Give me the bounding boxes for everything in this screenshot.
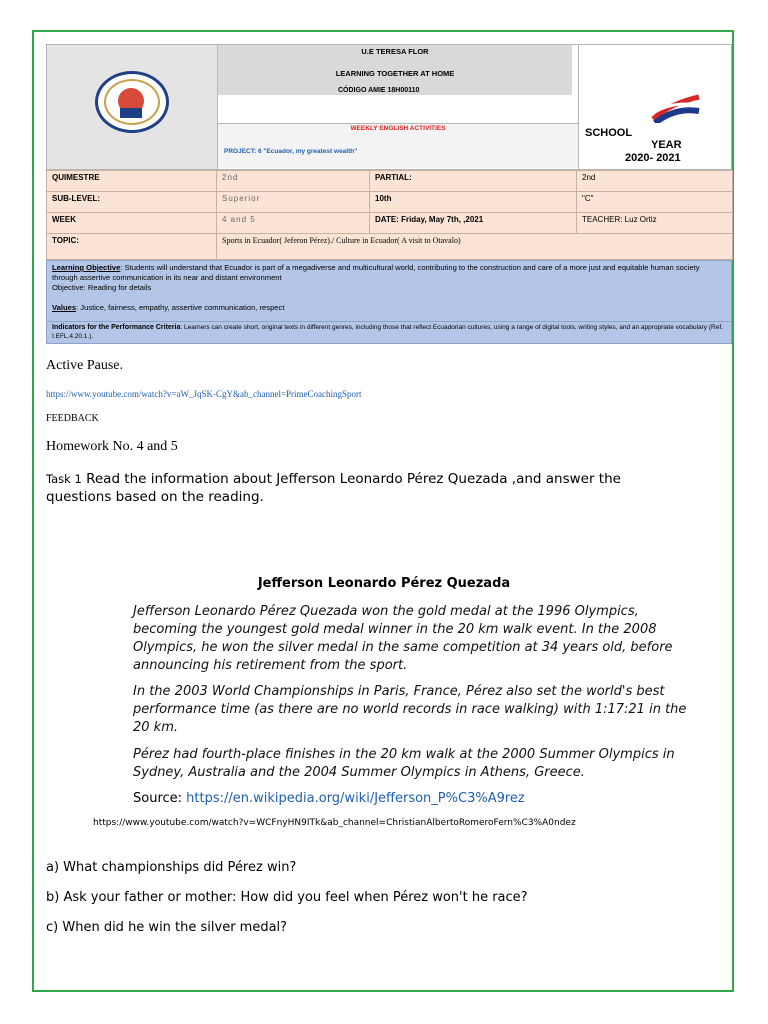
task-instructions bbox=[46, 470, 686, 506]
logo-cell bbox=[47, 45, 218, 170]
grade-value: 10th bbox=[370, 192, 577, 213]
source-label: Source: bbox=[133, 791, 187, 806]
year-label: YEAR bbox=[651, 139, 682, 151]
task-text: Read the information about Jefferson Leonardo Pérez Quezada ,and answer the questions based on the reading. bbox=[46, 471, 621, 505]
indicators-label: Indicators for the Performance Criteria bbox=[52, 324, 181, 331]
table-row bbox=[47, 192, 733, 213]
partial-value: 2nd bbox=[577, 171, 733, 192]
school-label: SCHOOL bbox=[585, 127, 633, 139]
source-link[interactable]: https://en.wikipedia.org/wiki/Jefferson_P%C3%A9rez bbox=[186, 791, 525, 806]
sublevel-label: SUB-LEVEL: bbox=[47, 192, 217, 213]
partial-label: PARTIAL: bbox=[370, 171, 577, 192]
teacher-value: TEACHER: Luz Ortiz bbox=[577, 213, 733, 234]
table-row bbox=[47, 171, 733, 192]
quimestre-label: QUIMESTRE bbox=[47, 171, 217, 192]
weekly-title: WEEKLY ENGLISH ACTIVITIES bbox=[350, 125, 446, 132]
table-row bbox=[47, 213, 733, 234]
date-value: DATE: Friday, May 7th, ,2021 bbox=[370, 213, 577, 234]
project-title: PROJECT: 6 "Ecuador, my greatest wealth" bbox=[224, 148, 358, 155]
week-value: 4 and 5 bbox=[217, 213, 370, 234]
values-label: Values bbox=[52, 303, 77, 312]
school-name: U.E TERESA FLOR bbox=[361, 47, 429, 56]
question-b: b) Ask your father or mother: How did you feel when Pérez won't he race? bbox=[46, 890, 528, 905]
feedback-label: FEEDBACK bbox=[46, 413, 99, 424]
info-table bbox=[46, 170, 733, 260]
sublevel-value: Superior bbox=[217, 192, 370, 213]
indicators-text: : Learners can create short, original texts in different genres, including those that reflect Ecuadorian cultures, using a range of digital tools, writing styles, and an appropriate vocabulary (Ref. I.EFL.4.20.1.). bbox=[52, 324, 723, 340]
amie-code: CÓDIGO AMIE 18H00110 bbox=[338, 87, 420, 94]
question-a: a) What championships did Pérez win? bbox=[46, 860, 297, 875]
motto: LEARNING TOGETHER AT HOME bbox=[335, 69, 455, 78]
learning-objective-text: : Students will understand that Ecuador is part of a megadiverse and multicultural world, contributing to the construction and care of a more just and equitable human society through assertive communication in its near and distant environment bbox=[52, 263, 700, 282]
section-value: "C" bbox=[577, 192, 733, 213]
header-table bbox=[46, 44, 732, 170]
homework-title: Homework No. 4 and 5 bbox=[46, 439, 178, 454]
week-label: WEEK bbox=[47, 213, 217, 234]
values-text: : Justice, fairness, empathy, assertive communication, respect bbox=[76, 303, 285, 312]
topic-label: TOPIC: bbox=[47, 234, 217, 260]
article-title: Jefferson Leonardo Pérez Quezada bbox=[257, 576, 511, 591]
flag-icon bbox=[651, 93, 701, 123]
objective-text: Objective: Reading for details bbox=[52, 283, 152, 292]
school-year: 2020- 2021 bbox=[625, 152, 681, 164]
objectives-box bbox=[46, 260, 732, 322]
task-label: Task 1 bbox=[46, 472, 82, 486]
school-year-cell bbox=[579, 45, 732, 170]
indicators-box bbox=[46, 322, 732, 344]
header-center bbox=[218, 45, 579, 170]
video-link[interactable]: https://www.youtube.com/watch?v=WCFnyHN9ITk&ab_channel=ChristianAlbertoRomeroFern%C3%A0ndez bbox=[93, 818, 576, 828]
active-pause-link[interactable]: https://www.youtube.com/watch?v=aW_JqSK-CgY&ab_channel=PrimeCoachingSport bbox=[46, 389, 362, 399]
article-paragraph-2: In the 2003 World Championships in Paris, France, Pérez also set the world's best performance time (as there are no world records in race walking) with 1:17:21 in the 20 km. bbox=[133, 684, 687, 735]
quimestre-value: 2nd bbox=[217, 171, 370, 192]
question-c: c) When did he win the silver medal? bbox=[46, 920, 288, 935]
table-row bbox=[47, 234, 733, 260]
topic-value: Sports in Ecuador( Jeferon Pérez)./ Culture in Ecuador( A visit to Otavalo) bbox=[217, 234, 733, 260]
header-block bbox=[46, 44, 732, 344]
learning-objective-label: Learning Objective bbox=[52, 263, 121, 272]
article-paragraph-3: Pérez had fourth-place finishes in the 20 km walk at the 2000 Summer Olympics in Sydney, Australia and the 2004 Summer Olympics in Athens, Greece. bbox=[133, 747, 675, 780]
active-pause: Active Pause. bbox=[46, 358, 123, 373]
source-line bbox=[133, 791, 525, 806]
school-logo bbox=[95, 71, 169, 133]
article-paragraph-1: Jefferson Leonardo Pérez Quezada won the gold medal at the 1996 Olympics, becoming the youngest gold medal winner in the 20 km walk event. In the 2008 Olympics, he won the silver medal in the same competition at 34 years old, before announcing his retirement from the sport. bbox=[133, 604, 673, 673]
